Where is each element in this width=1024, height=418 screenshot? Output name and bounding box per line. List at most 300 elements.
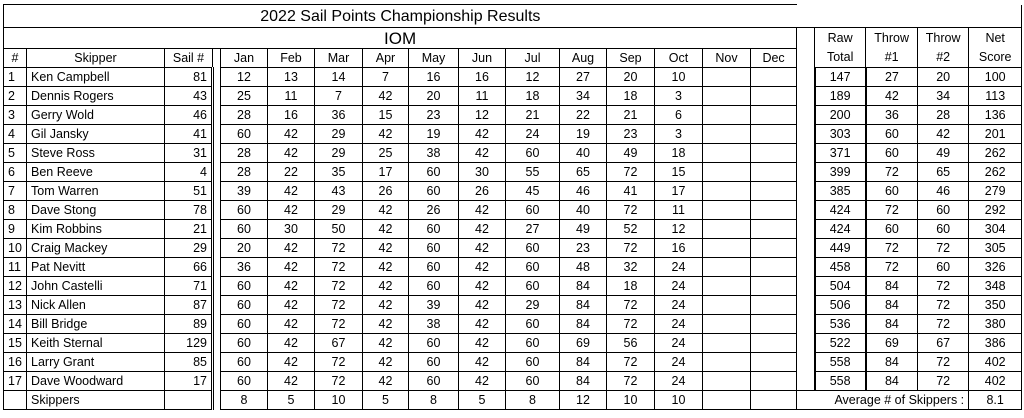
net-score-cell: 402 xyxy=(969,353,1022,372)
month-score-cell: 42 xyxy=(363,258,409,277)
throw2-header-bottom: #2 xyxy=(918,49,969,68)
month-score-cell: 20 xyxy=(221,239,268,258)
throw1-header-bottom: #1 xyxy=(866,49,918,68)
month-score-cell: 24 xyxy=(655,334,703,353)
table-row xyxy=(4,296,1022,315)
class-name: IOM xyxy=(4,28,797,49)
raw-total-cell: 504 xyxy=(815,277,866,296)
raw-total-cell: 200 xyxy=(815,106,866,125)
throw1-cell: 36 xyxy=(866,106,918,125)
rank-cell: 2 xyxy=(4,87,27,106)
raw-total-cell: 558 xyxy=(815,353,866,372)
month-header: Jan xyxy=(221,49,268,68)
month-score-cell: 13 xyxy=(268,68,315,87)
month-score-cell: 15 xyxy=(363,106,409,125)
month-score-cell xyxy=(751,239,797,258)
throw2-cell: 20 xyxy=(918,68,969,87)
rank-cell: 8 xyxy=(4,201,27,220)
month-score-cell: 21 xyxy=(607,106,655,125)
average-value: 8.1 xyxy=(969,391,1022,410)
sail-cell: 41 xyxy=(165,125,213,144)
footer-row xyxy=(4,391,1022,410)
table-row xyxy=(4,315,1022,334)
rank-cell: 11 xyxy=(4,258,27,277)
skipper-count-cell xyxy=(751,391,797,410)
month-score-cell xyxy=(751,163,797,182)
month-score-cell xyxy=(703,106,751,125)
raw-total-cell: 399 xyxy=(815,163,866,182)
skipper-count-cell: 5 xyxy=(268,391,315,410)
month-score-cell xyxy=(703,296,751,315)
rank-cell: 13 xyxy=(4,296,27,315)
month-score-cell: 50 xyxy=(315,220,363,239)
month-score-cell: 42 xyxy=(459,125,506,144)
month-score-cell: 72 xyxy=(315,315,363,334)
month-score-cell: 72 xyxy=(315,353,363,372)
skipper-count-cell: 12 xyxy=(560,391,607,410)
throw2-cell: 72 xyxy=(918,315,969,334)
throw2-header-top: Throw xyxy=(918,28,969,49)
month-score-cell: 72 xyxy=(607,372,655,391)
rank-cell: 7 xyxy=(4,182,27,201)
month-score-cell: 21 xyxy=(506,106,560,125)
month-score-cell: 42 xyxy=(363,277,409,296)
month-score-cell: 23 xyxy=(409,106,459,125)
month-score-cell: 42 xyxy=(459,372,506,391)
month-score-cell: 20 xyxy=(607,68,655,87)
month-score-cell: 42 xyxy=(268,182,315,201)
throw1-cell: 84 xyxy=(866,315,918,334)
month-score-cell: 60 xyxy=(221,201,268,220)
skipper-cell: Nick Allen xyxy=(27,296,165,315)
month-score-cell: 26 xyxy=(363,182,409,201)
month-score-cell: 29 xyxy=(315,144,363,163)
month-score-cell: 28 xyxy=(221,144,268,163)
month-score-cell: 42 xyxy=(268,277,315,296)
month-header: Sep xyxy=(607,49,655,68)
throw1-cell: 84 xyxy=(866,277,918,296)
rank-cell: 16 xyxy=(4,353,27,372)
month-score-cell: 49 xyxy=(560,220,607,239)
throw1-cell: 42 xyxy=(866,87,918,106)
rank-cell: 9 xyxy=(4,220,27,239)
month-score-cell: 14 xyxy=(315,68,363,87)
month-score-cell: 72 xyxy=(315,372,363,391)
month-score-cell: 16 xyxy=(268,106,315,125)
throw2-cell: 72 xyxy=(918,296,969,315)
skipper-cell: Steve Ross xyxy=(27,144,165,163)
month-score-cell: 24 xyxy=(655,258,703,277)
month-score-cell: 26 xyxy=(409,201,459,220)
raw-header-top: Raw xyxy=(815,28,866,49)
skipper-cell: Keith Sternal xyxy=(27,334,165,353)
month-score-cell: 42 xyxy=(363,372,409,391)
table-row xyxy=(4,182,1022,201)
throw1-cell: 72 xyxy=(866,201,918,220)
month-score-cell: 18 xyxy=(607,277,655,296)
rank-cell: 4 xyxy=(4,125,27,144)
skippers-label: Skippers xyxy=(27,391,165,410)
month-score-cell: 42 xyxy=(268,125,315,144)
month-score-cell: 12 xyxy=(221,68,268,87)
month-score-cell: 46 xyxy=(560,182,607,201)
net-score-cell: 100 xyxy=(969,68,1022,87)
month-score-cell xyxy=(703,258,751,277)
rank-cell: 12 xyxy=(4,277,27,296)
net-score-cell: 386 xyxy=(969,334,1022,353)
skipper-count-cell: 5 xyxy=(363,391,409,410)
month-score-cell: 22 xyxy=(560,106,607,125)
month-score-cell xyxy=(703,87,751,106)
month-score-cell: 25 xyxy=(221,87,268,106)
month-score-cell: 36 xyxy=(221,258,268,277)
month-score-cell xyxy=(703,68,751,87)
net-score-cell: 292 xyxy=(969,201,1022,220)
throw1-cell: 72 xyxy=(866,239,918,258)
month-score-cell: 60 xyxy=(409,239,459,258)
month-score-cell xyxy=(751,277,797,296)
month-score-cell: 16 xyxy=(409,68,459,87)
month-score-cell xyxy=(703,144,751,163)
throw1-cell: 69 xyxy=(866,334,918,353)
month-score-cell: 7 xyxy=(315,87,363,106)
month-header: Feb xyxy=(268,49,315,68)
skipper-count-cell: 5 xyxy=(459,391,506,410)
month-score-cell: 72 xyxy=(315,296,363,315)
net-score-cell: 348 xyxy=(969,277,1022,296)
month-score-cell: 20 xyxy=(409,87,459,106)
month-score-cell: 35 xyxy=(315,163,363,182)
month-header: May xyxy=(409,49,459,68)
rank-cell: 14 xyxy=(4,315,27,334)
month-score-cell: 42 xyxy=(363,87,409,106)
net-score-cell: 113 xyxy=(969,87,1022,106)
month-header: Jun xyxy=(459,49,506,68)
month-score-cell: 42 xyxy=(363,125,409,144)
rank-cell: 15 xyxy=(4,334,27,353)
month-score-cell: 42 xyxy=(459,334,506,353)
month-score-cell: 84 xyxy=(560,353,607,372)
month-score-cell: 67 xyxy=(315,334,363,353)
skipper-count-cell: 8 xyxy=(506,391,560,410)
month-score-cell: 34 xyxy=(560,87,607,106)
month-score-cell xyxy=(751,315,797,334)
month-score-cell: 25 xyxy=(363,144,409,163)
raw-total-cell: 558 xyxy=(815,372,866,391)
raw-total-cell: 506 xyxy=(815,296,866,315)
month-score-cell: 42 xyxy=(459,201,506,220)
month-score-cell: 60 xyxy=(409,372,459,391)
month-score-cell: 40 xyxy=(560,201,607,220)
month-score-cell: 60 xyxy=(221,372,268,391)
month-score-cell: 30 xyxy=(459,163,506,182)
results-sheet xyxy=(3,4,1021,414)
month-score-cell: 42 xyxy=(268,353,315,372)
skipper-count-cell: 10 xyxy=(655,391,703,410)
month-score-cell: 42 xyxy=(363,220,409,239)
skipper-cell: Tom Warren xyxy=(27,182,165,201)
raw-total-cell: 385 xyxy=(815,182,866,201)
rank-cell: 1 xyxy=(4,68,27,87)
table-row xyxy=(4,125,1022,144)
month-score-cell: 17 xyxy=(655,182,703,201)
raw-total-cell: 371 xyxy=(815,144,866,163)
skipper-cell: Gerry Wold xyxy=(27,106,165,125)
skipper-count-cell xyxy=(703,391,751,410)
month-score-cell xyxy=(703,163,751,182)
month-score-cell: 42 xyxy=(363,315,409,334)
month-score-cell: 24 xyxy=(655,296,703,315)
table-row xyxy=(4,163,1022,182)
month-score-cell xyxy=(703,334,751,353)
month-score-cell: 72 xyxy=(607,239,655,258)
skipper-cell: Dave Stong xyxy=(27,201,165,220)
month-score-cell xyxy=(703,201,751,220)
sail-header: Sail # xyxy=(165,49,213,68)
month-score-cell: 65 xyxy=(560,163,607,182)
table-row xyxy=(4,258,1022,277)
month-score-cell: 60 xyxy=(506,353,560,372)
month-score-cell: 45 xyxy=(506,182,560,201)
month-score-cell xyxy=(703,353,751,372)
month-score-cell: 84 xyxy=(560,315,607,334)
throw2-cell: 34 xyxy=(918,87,969,106)
skipper-count-cell: 8 xyxy=(409,391,459,410)
month-score-cell: 19 xyxy=(409,125,459,144)
raw-total-cell: 424 xyxy=(815,220,866,239)
month-score-cell: 84 xyxy=(560,296,607,315)
month-score-cell: 11 xyxy=(655,201,703,220)
net-score-cell: 380 xyxy=(969,315,1022,334)
month-score-cell: 60 xyxy=(409,334,459,353)
throw2-cell: 67 xyxy=(918,334,969,353)
month-score-cell: 72 xyxy=(607,315,655,334)
month-header: Oct xyxy=(655,49,703,68)
skipper-header: Skipper xyxy=(27,49,165,68)
table-row xyxy=(4,87,1022,106)
skipper-cell: Bill Bridge xyxy=(27,315,165,334)
month-score-cell: 42 xyxy=(268,258,315,277)
rank-cell: 17 xyxy=(4,372,27,391)
month-score-cell: 60 xyxy=(506,144,560,163)
month-score-cell xyxy=(751,353,797,372)
throw2-cell: 60 xyxy=(918,258,969,277)
net-score-cell: 350 xyxy=(969,296,1022,315)
month-score-cell: 60 xyxy=(221,296,268,315)
sail-cell: 31 xyxy=(165,144,213,163)
throw2-cell: 28 xyxy=(918,106,969,125)
raw-total-cell: 303 xyxy=(815,125,866,144)
month-score-cell: 16 xyxy=(655,239,703,258)
throw2-cell: 72 xyxy=(918,372,969,391)
month-score-cell: 60 xyxy=(506,258,560,277)
month-score-cell: 60 xyxy=(221,353,268,372)
month-score-cell: 60 xyxy=(409,182,459,201)
throw1-cell: 60 xyxy=(866,144,918,163)
month-score-cell: 60 xyxy=(506,372,560,391)
month-score-cell: 24 xyxy=(655,277,703,296)
month-score-cell: 60 xyxy=(221,220,268,239)
month-score-cell: 42 xyxy=(459,277,506,296)
skipper-count-cell: 8 xyxy=(221,391,268,410)
month-score-cell: 12 xyxy=(655,220,703,239)
month-score-cell: 29 xyxy=(506,296,560,315)
month-score-cell xyxy=(703,125,751,144)
month-score-cell: 60 xyxy=(409,277,459,296)
raw-total-cell: 522 xyxy=(815,334,866,353)
month-score-cell: 60 xyxy=(221,315,268,334)
month-score-cell: 69 xyxy=(560,334,607,353)
month-score-cell xyxy=(751,258,797,277)
skipper-cell: John Castelli xyxy=(27,277,165,296)
table-row xyxy=(4,106,1022,125)
sail-cell: 46 xyxy=(165,106,213,125)
raw-header-bottom: Total xyxy=(815,49,866,68)
rank-cell: 10 xyxy=(4,239,27,258)
month-score-cell: 42 xyxy=(268,334,315,353)
throw2-cell: 46 xyxy=(918,182,969,201)
month-score-cell: 72 xyxy=(607,353,655,372)
table-row xyxy=(4,277,1022,296)
month-score-cell: 56 xyxy=(607,334,655,353)
sail-cell: 87 xyxy=(165,296,213,315)
month-score-cell: 12 xyxy=(459,106,506,125)
month-score-cell xyxy=(751,144,797,163)
net-score-cell: 304 xyxy=(969,220,1022,239)
month-score-cell: 55 xyxy=(506,163,560,182)
average-label: Average # of Skippers : xyxy=(797,391,969,410)
raw-total-cell: 449 xyxy=(815,239,866,258)
rank-cell: 5 xyxy=(4,144,27,163)
throw1-cell: 60 xyxy=(866,182,918,201)
skipper-cell: Ken Campbell xyxy=(27,68,165,87)
month-score-cell: 72 xyxy=(607,296,655,315)
rank-cell: 3 xyxy=(4,106,27,125)
throw1-cell: 27 xyxy=(866,68,918,87)
raw-total-cell: 424 xyxy=(815,201,866,220)
month-score-cell: 11 xyxy=(459,87,506,106)
month-score-cell xyxy=(751,201,797,220)
month-score-cell: 11 xyxy=(268,87,315,106)
month-score-cell: 24 xyxy=(655,315,703,334)
net-score-cell: 262 xyxy=(969,144,1022,163)
skipper-cell: Pat Nevitt xyxy=(27,258,165,277)
net-score-cell: 326 xyxy=(969,258,1022,277)
throw1-cell: 72 xyxy=(866,163,918,182)
month-score-cell: 24 xyxy=(655,353,703,372)
throw1-cell: 84 xyxy=(866,353,918,372)
month-score-cell: 10 xyxy=(655,68,703,87)
month-score-cell: 60 xyxy=(506,239,560,258)
month-score-cell: 72 xyxy=(607,163,655,182)
skipper-count-cell: 10 xyxy=(315,391,363,410)
month-score-cell: 18 xyxy=(607,87,655,106)
month-header: Mar xyxy=(315,49,363,68)
month-score-cell: 60 xyxy=(506,277,560,296)
month-score-cell xyxy=(751,68,797,87)
month-score-cell xyxy=(703,315,751,334)
net-score-cell: 402 xyxy=(969,372,1022,391)
month-score-cell: 60 xyxy=(221,277,268,296)
skipper-cell: Larry Grant xyxy=(27,353,165,372)
throw1-cell: 84 xyxy=(866,296,918,315)
month-score-cell: 17 xyxy=(363,163,409,182)
month-score-cell: 42 xyxy=(363,353,409,372)
month-score-cell: 18 xyxy=(655,144,703,163)
month-score-cell xyxy=(751,106,797,125)
month-score-cell: 23 xyxy=(560,239,607,258)
num-header: # xyxy=(4,49,27,68)
raw-total-cell: 189 xyxy=(815,87,866,106)
month-score-cell xyxy=(751,296,797,315)
month-score-cell: 72 xyxy=(315,277,363,296)
month-score-cell: 60 xyxy=(506,201,560,220)
month-score-cell: 28 xyxy=(221,106,268,125)
month-score-cell: 60 xyxy=(409,353,459,372)
month-score-cell: 29 xyxy=(315,125,363,144)
month-score-cell: 29 xyxy=(315,201,363,220)
month-score-cell: 22 xyxy=(268,163,315,182)
throw2-cell: 72 xyxy=(918,277,969,296)
month-score-cell: 42 xyxy=(459,315,506,334)
sail-cell: 51 xyxy=(165,182,213,201)
results-table xyxy=(3,4,1022,410)
month-header: Aug xyxy=(560,49,607,68)
month-score-cell: 60 xyxy=(409,220,459,239)
month-score-cell: 42 xyxy=(459,220,506,239)
month-score-cell: 24 xyxy=(655,372,703,391)
month-score-cell xyxy=(751,334,797,353)
month-score-cell: 32 xyxy=(607,258,655,277)
table-row xyxy=(4,334,1022,353)
month-score-cell: 84 xyxy=(560,277,607,296)
month-header: Nov xyxy=(703,49,751,68)
sail-cell: 66 xyxy=(165,258,213,277)
month-score-cell: 16 xyxy=(459,68,506,87)
month-score-cell: 42 xyxy=(363,239,409,258)
throw2-cell: 65 xyxy=(918,163,969,182)
month-score-cell: 42 xyxy=(459,296,506,315)
net-score-cell: 136 xyxy=(969,106,1022,125)
month-score-cell xyxy=(751,125,797,144)
skipper-cell: Craig Mackey xyxy=(27,239,165,258)
month-score-cell xyxy=(703,277,751,296)
month-score-cell: 42 xyxy=(363,201,409,220)
sail-cell: 43 xyxy=(165,87,213,106)
month-score-cell: 30 xyxy=(268,220,315,239)
month-score-cell: 42 xyxy=(459,239,506,258)
net-score-cell: 279 xyxy=(969,182,1022,201)
month-score-cell xyxy=(751,372,797,391)
throw2-cell: 42 xyxy=(918,125,969,144)
sail-cell: 89 xyxy=(165,315,213,334)
month-score-cell: 24 xyxy=(506,125,560,144)
month-score-cell xyxy=(703,220,751,239)
throw2-cell: 72 xyxy=(918,353,969,372)
skipper-cell: Dave Woodward xyxy=(27,372,165,391)
sail-cell: 29 xyxy=(165,239,213,258)
month-score-cell: 42 xyxy=(268,372,315,391)
month-score-cell: 7 xyxy=(363,68,409,87)
month-score-cell: 27 xyxy=(560,68,607,87)
sail-cell: 81 xyxy=(165,68,213,87)
month-score-cell: 19 xyxy=(560,125,607,144)
month-score-cell: 38 xyxy=(409,315,459,334)
month-header: Jul xyxy=(506,49,560,68)
month-score-cell: 60 xyxy=(506,315,560,334)
month-score-cell: 26 xyxy=(459,182,506,201)
table-row xyxy=(4,372,1022,391)
